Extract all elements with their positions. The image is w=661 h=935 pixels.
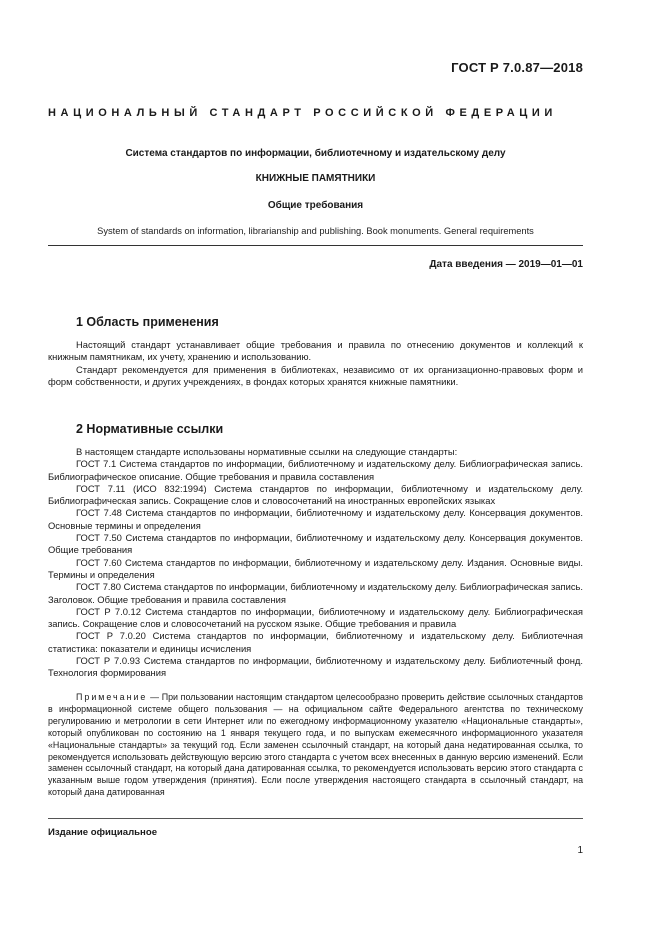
reference-item: ГОСТ Р 7.0.20 Система стандартов по информации, библиотечному и издательскому делу. Библиотечная статистика: показатели и единицы исчисления xyxy=(48,630,583,654)
section-1-body xyxy=(48,339,583,388)
system-title: Система стандартов по информации, библиотечному и издательскому делу xyxy=(125,148,506,159)
official-edition-label: Издание официальное xyxy=(48,827,158,838)
english-title: System of standards on information, librarianship and publishing. Book monuments. General requirements xyxy=(97,226,534,236)
footer-divider xyxy=(48,818,583,819)
reference-item: ГОСТ 7.80 Система стандартов по информации, библиотечному и издательскому делу. Библиографическая запись. Заголовок. Общие требования и правила составления xyxy=(48,581,583,605)
reference-item: ГОСТ 7.60 Система стандартов по информации, библиотечному и издательскому делу. Издания. Основные виды. Термины и определения xyxy=(48,556,583,580)
reference-item: ГОСТ 7.50 Система стандартов по информации, библиотечному и издательскому делу. Консервация документов. Общие требования xyxy=(48,532,583,556)
paragraph: Настоящий стандарт устанавливает общие требования и правила по отнесению документов и коллекций к книжным памятникам, их учету, хранению и использованию. xyxy=(48,339,583,363)
reference-item: ГОСТ 7.1 Система стандартов по информации, библиотечному и издательскому делу. Библиографическая запись. Библиографическое описание. Общие требования и правила составления xyxy=(48,458,583,482)
introduction-date: Дата введения — 2019—01—01 xyxy=(429,259,583,270)
paragraph: В настоящем стандарте использованы нормативные ссылки на следующие стандарты: xyxy=(76,446,458,457)
section-2-body xyxy=(48,446,583,680)
title-divider xyxy=(48,245,583,246)
reference-item: ГОСТ Р 7.0.93 Система стандартов по информации, библиотечному и издательскому делу. Библиотечный фонд. Технология формирования xyxy=(48,655,583,679)
section-2-heading: 2 Нормативные ссылки xyxy=(76,422,224,436)
gost-code: ГОСТ Р 7.0.87—2018 xyxy=(451,60,583,75)
note-label: Примечание xyxy=(76,692,148,702)
reference-item: ГОСТ 7.11 (ИСО 832:1994) Система стандартов по информации, библиотечному и издательскому делу. Библиографическая запись. Сокращение слов и словосочетаний на иностранных европейских языках xyxy=(48,482,583,507)
note-text: — При пользовании настоящим стандартом целесообразно проверить действие ссылочных стандартов в информационной системе общего пользования — на официальном сайте Федерального агентства по техническому регулированию и метрологии в сети Интернет или по ежегодному информационному указателю «Национальные стандарты», который опубликован по состоянию на 1 января текущего года, и по выпускам ежемесячного информационного указателя «Национальные стандарты» за текущий год. Если заменен ссылочный стандарт, на который дана недатированная ссылка, то рекомендуется использовать действующую версию этого стандарта с учетом всех внесенных в данную версию изменений. Если заменен ссылочный стандарт, на который дана датированная ссылка, то рекомендуется использовать версию этого стандарта с указанным выше годом утверждения (принятия). Если после утверждения настоящего стандарта в ссылочный стандарт, на который дана датированная xyxy=(48,692,583,798)
note-block xyxy=(48,692,583,799)
section-1-heading: 1 Область применения xyxy=(76,315,219,329)
page-number: 1 xyxy=(577,845,583,856)
sub-title: Общие требования xyxy=(267,200,364,211)
paragraph: Стандарт рекомендуется для применения в библиотеках, независимо от их организационно-правовых форм и форм собственности, и других учреждениях, в фондах которых хранятся книжные памятники. xyxy=(48,363,583,387)
reference-item: ГОСТ Р 7.0.12 Система стандартов по информации, библиотечному и издательскому делу. Библиографическая запись. Сокращение слов и словосочетаний на русском языке. Общие требования и правила xyxy=(48,605,583,630)
note-paragraph xyxy=(48,692,583,799)
reference-item: ГОСТ 7.48 Система стандартов по информации, библиотечному и издательскому делу. Консервация документов. Основные термины и определения xyxy=(48,507,583,531)
main-title: КНИЖНЫЕ ПАМЯТНИКИ xyxy=(255,173,376,184)
national-standard-banner: НАЦИОНАЛЬНЫЙ СТАНДАРТ РОССИЙСКОЙ ФЕДЕРАЦИИ xyxy=(48,107,557,119)
